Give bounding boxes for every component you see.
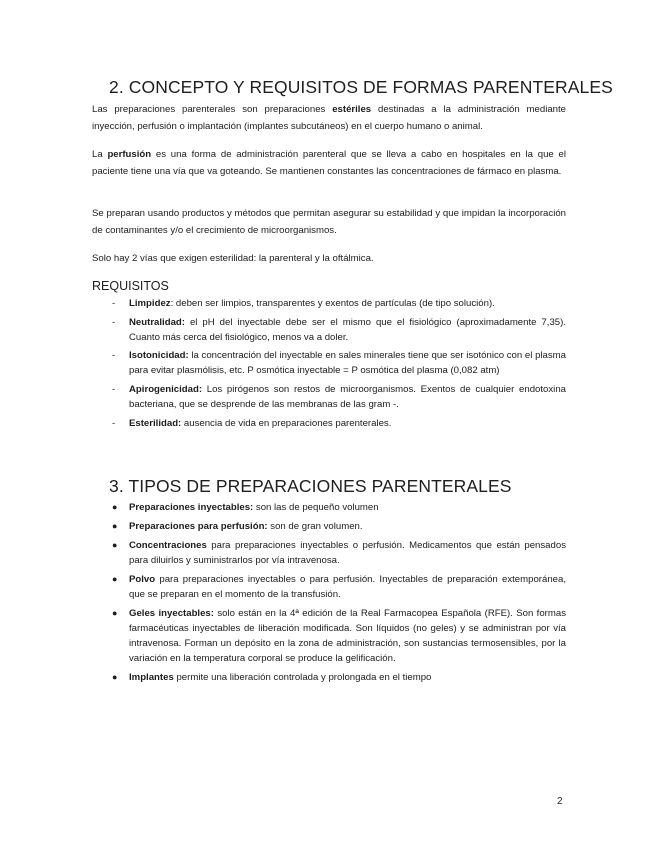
bullet-icon: ●	[112, 539, 118, 550]
list-item-term: Apirogenicidad:	[129, 383, 203, 395]
requisitos-list	[112, 296, 566, 434]
dash-marker: -	[112, 316, 116, 328]
list-item	[112, 348, 566, 378]
paragraph-text: es una forma de administración parenteral que se lleva a cabo en hospitales en la que el paciente tiene una vía que va goteando. Se mantienen constantes las concentraciones de fármaco en plasma.	[92, 149, 566, 177]
dash-marker: -	[112, 298, 116, 309]
list-item-term: Limpidez	[129, 298, 171, 309]
bullet-icon: ●	[112, 607, 118, 618]
paragraph-sterility-routes: Solo hay 2 vías que exigen esterilidad: la parenteral y la oftálmica.	[92, 253, 374, 264]
page-number: 2	[557, 796, 563, 807]
list-item-term: Preparaciones para perfusión:	[129, 520, 268, 532]
list-item-term: Esterilidad:	[129, 417, 182, 429]
list-item	[112, 296, 566, 311]
list-item	[112, 670, 566, 685]
paragraph-text: La	[92, 149, 108, 160]
list-item-text: Los pirógenos son restos de microorganismos. Exentos de cualquier endotoxina bacteriana, que se desprende de las membranas de las gram -.	[129, 383, 566, 411]
list-item-text: para preparaciones inyectables o para perfusión. Inyectables de preparación extemporánea, que se preparan en el momento de la transfusión.	[129, 573, 566, 600]
bullet-icon: ●	[112, 573, 118, 584]
paragraph-preparation: Se preparan usando productos y métodos que permitan asegurar su estabilidad y que impidan la incorporación de contaminantes y/o el crecimiento de microorganismos.	[92, 208, 566, 236]
dash-marker: -	[112, 350, 116, 362]
section-2-heading: 2. CONCEPTO Y REQUISITOS DE FORMAS PARENTERALES	[109, 77, 613, 97]
list-item-text: el pH del inyectable debe ser el mismo que el fisiológico (aproximadamente 7,35). Cuanto más cerca del fisiológico, menos va a doler.	[129, 316, 566, 343]
paragraph-text: destinadas a la administración mediante inyección, perfusión o implantación (implantes subcutáneos) en el cuerpo humano o animal.	[92, 104, 566, 132]
list-item	[112, 519, 566, 534]
list-item-term: Polvo	[129, 573, 156, 585]
tipos-list	[112, 500, 566, 689]
list-item-text: son las de pequeño volumen	[253, 502, 379, 513]
bold-term-esteriles: estériles	[332, 104, 372, 115]
list-item-term: Geles inyectables:	[129, 607, 214, 619]
bullet-icon: ●	[112, 672, 118, 682]
list-item-term: Isotonicidad:	[129, 350, 189, 362]
requisitos-heading: REQUISITOS	[92, 279, 169, 293]
bold-term-perfusion: perfusión	[107, 149, 152, 160]
bullet-icon: ●	[112, 502, 118, 512]
list-item-text: para preparaciones inyectables o perfusión. Medicamentos que están pensados para diluirlos y suministrarlos por vía intravenosa.	[129, 539, 566, 566]
list-item-text: permite una liberación controlada y prolongada en el tiempo	[173, 672, 432, 683]
list-item-text: la concentración del inyectable en sales minerales tiene que ser isotónico con el plasma para evitar plasmólisis, etc. P osmótica inyectable = P osmótica del plasma (0,082 atm)	[129, 350, 566, 377]
list-item-term: Preparaciones inyectables:	[129, 502, 254, 513]
paragraph-perfusion	[92, 147, 566, 180]
list-item-text: ausencia de vida en preparaciones parenterales.	[181, 417, 392, 429]
list-item	[112, 416, 566, 431]
list-item-text: son de gran volumen.	[267, 520, 363, 532]
list-item	[112, 538, 566, 568]
list-item-text: solo están en la 4ª edición de la Real Farmacopea Española (RFE). Son formas farmacéuticas inyectables de liberación modificada. Son líquidos (no geles) y se administran por vía intravenosa. Forman un depósito en la zona de administración, son sustancias termosensibles, por la variación en la temperatura corporal se produce la gelificación.	[129, 607, 566, 665]
list-item-term: Implantes	[129, 672, 174, 683]
list-item	[112, 500, 566, 515]
list-item-term: Neutralidad:	[129, 316, 185, 328]
list-item	[112, 572, 566, 602]
paragraph-text: Las preparaciones parenterales son preparaciones	[92, 104, 333, 115]
list-item	[112, 315, 566, 345]
paragraph-definition	[92, 102, 566, 135]
list-item	[112, 606, 566, 667]
dash-marker: -	[112, 417, 116, 429]
section-3-heading: 3. TIPOS DE PREPARACIONES PARENTERALES	[109, 476, 512, 496]
list-item-term: Concentraciones	[129, 539, 207, 551]
dash-marker: -	[112, 383, 116, 395]
bullet-icon: ●	[112, 520, 118, 531]
list-item	[112, 382, 566, 412]
list-item-text: : deben ser limpios, transparentes y exentos de partículas (de tipo solución).	[170, 298, 495, 309]
